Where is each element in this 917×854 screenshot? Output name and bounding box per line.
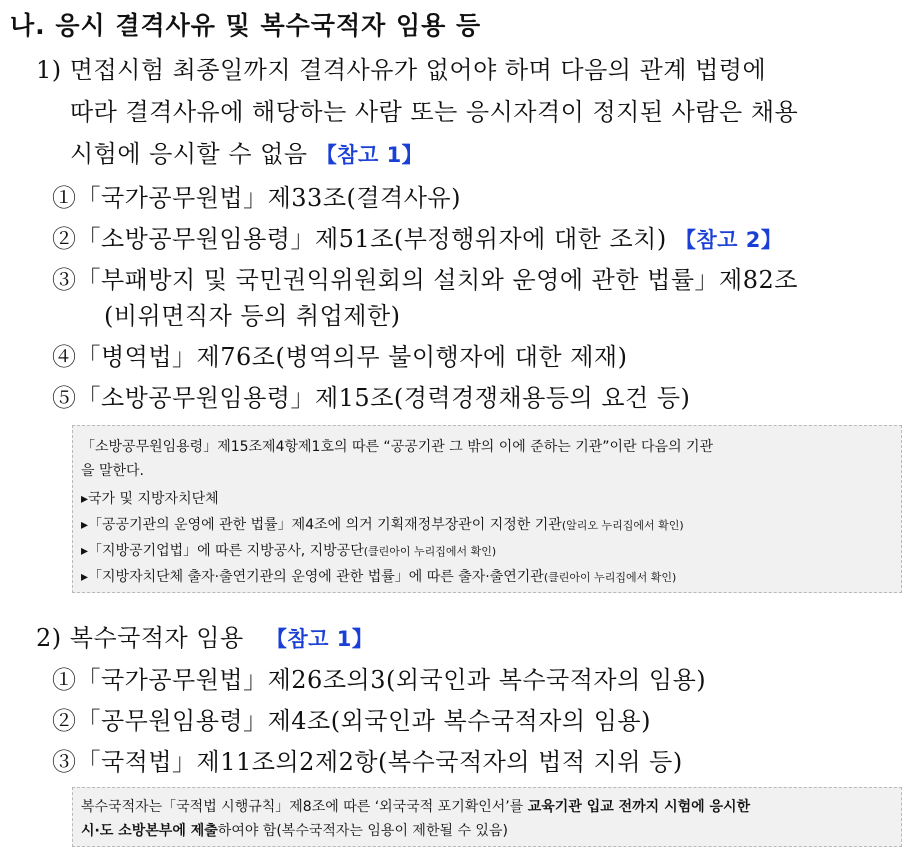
section1-line2: 따라 결격사유에 해당하는 사람 또는 응시자격이 정지된 사람은 채용: [70, 98, 799, 126]
dual-note-line2-emphasis: 시·도 소방본부에 제출: [81, 823, 218, 839]
note-bullet-2: [81, 514, 684, 534]
dual-nationality-law-1: ①「국가공무원법」제26조의3(외국인과 복수국적자의 임용): [52, 666, 707, 694]
law-item-5: ⑤「소방공무원임용령」제15조(경력경쟁채용등의 요건 등): [52, 384, 691, 412]
section2-title: [36, 618, 373, 653]
dual-nationality-note-box: [72, 787, 902, 847]
note-bullet-4-text: ▸「지방자치단체 출자·출연기관의 운영에 관한 법률」에 따른 출자·출연기관: [81, 569, 544, 585]
note-bullet-3: [81, 540, 496, 560]
law-item-2: [52, 219, 782, 254]
note-bullet-2-source: (알리오 누리집에서 확인): [561, 519, 684, 532]
law-item-1: ①「국가공무원법」제33조(결격사유): [52, 184, 461, 212]
section2-title-text: 2) 복수국적자 임용: [36, 624, 244, 652]
dual-note-line1: [81, 796, 750, 816]
dual-note-line2: [81, 820, 508, 840]
dual-note-line2-text: 하여야 함(복수국적자는 임용이 제한될 수 있음): [217, 823, 508, 839]
section1-line3-text: 시험에 응시할 수 없음: [70, 140, 308, 168]
law-item-3: ③「부패방지 및 국민권익위원회의 설치와 운영에 관한 법률」제82조: [52, 266, 798, 294]
reference-1-link[interactable]: 【참고 1】: [315, 143, 424, 167]
law-item-4: ④「병역법」제76조(병역의무 불이행자에 대한 제재): [52, 343, 628, 371]
section-heading: 나. 응시 결격사유 및 복수국적자 임용 등: [10, 11, 482, 40]
section1-line1: 1) 면접시험 최종일까지 결격사유가 없어야 하며 다음의 관계 법령에: [36, 56, 767, 84]
dual-nationality-law-2: ②「공무원임용령」제4조(외국인과 복수국적자의 임용): [52, 707, 651, 735]
public-institution-note-box: [72, 425, 902, 593]
note-bullet-1: ▸국가 및 지방자치단체: [81, 491, 219, 507]
law-item-3-continued: (비위면직자 등의 취업제한): [104, 302, 401, 330]
note-bullet-3-text: ▸「지방공기업법」에 따른 지방공사, 지방공단: [81, 543, 364, 559]
section1-line3: [70, 134, 423, 169]
note-bullet-2-text: ▸「공공기관의 운영에 관한 법률」제4조에 의거 기획재정부장관이 지정한 기관: [81, 517, 562, 533]
reference-2-link[interactable]: 【참고 2】: [674, 228, 783, 252]
dual-note-line1-emphasis: 교육기관 입교 전까지 시험에 응시한: [527, 799, 751, 815]
note-paragraph-line2: 을 말한다.: [81, 463, 144, 479]
note-paragraph-line1: 「소방공무원임용령」제15조제4항제1호의 따른 “공공기관 그 밖의 이에 준하는 기관”이란 다음의 기관: [81, 439, 714, 455]
dual-nationality-law-3: ③「국적법」제11조의2제2항(복수국적자의 법적 지위 등): [52, 748, 683, 776]
note-bullet-4-source: (클린아이 누리집에서 확인): [543, 571, 677, 584]
law-item-2-text: ②「소방공무원임용령」제51조(부정행위자에 대한 조치): [52, 225, 667, 253]
section2-reference-1-link[interactable]: 【참고 1】: [265, 627, 374, 651]
note-bullet-4: [81, 566, 676, 586]
dual-note-line1-text: 복수국적자는「국적법 시행규칙」제8조에 따른 ‘외국국적 포기확인서’를: [81, 799, 528, 815]
note-bullet-3-source: (클린아이 누리집에서 확인): [363, 545, 497, 558]
